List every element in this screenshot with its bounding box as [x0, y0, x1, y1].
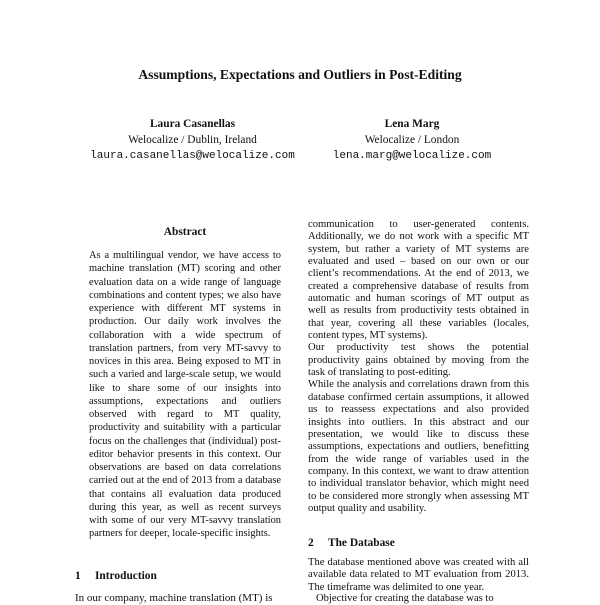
paragraph: communication to user-generated contents. Additionally, we do not work with a specific MT system, but rather a variety of MT systems are evaluated and used – based on our own or our client’s recommendations. At the end of 2013, we created a comprehensive database of results from automatic and human scorings of MT output as well as results from productivity tests obtained in that year, covering all these variables (locales, content types, MT systems).	[308, 219, 529, 342]
section-number: 1	[75, 570, 81, 582]
abstract-text: As a multilingual vendor, we have access to machine translation (MT) scoring and other evaluation data on a wide range of language combinations and content types; we also have experience with different MT systems in production. Our daily work involves the collaboration with a wide spectrum of translation partners, from very MT-savvy to novices in this area. Being exposed to MT in such a varied and large-scale setup, we would like to share some of our insights into assumptions, expectations and outliers observed with regard to MT quality, productivity and suitability with a particular focus on the challenges that (individual) post-editor behavior presents in this context. Our observations are based on data correlations carried out at the end of 2013 from a database that contains all evaluation data produced during this year, as well as recent surveys with some of our very MT-savvy translation partners for deeper, locale-specific insights.	[89, 250, 281, 540]
section-title: Introduction	[95, 570, 157, 582]
paragraph: Our productivity test shows the potential productivity gains obtained by moving from the task of translating to post-editing.	[308, 342, 529, 379]
right-column	[308, 219, 529, 515]
database-next-line: Objective for creating the database was to	[316, 593, 494, 604]
introduction-first-line: In our company, machine translation (MT) is	[75, 592, 273, 604]
author-affiliation: Welocalize / London	[364, 133, 460, 146]
paper-title: Assumptions, Expectations and Outliers in Post-Editing	[138, 67, 462, 82]
abstract-heading: Abstract	[163, 226, 207, 238]
paragraph: While the analysis and correlations drawn from this database confirmed certain assumptions, it allowed us to reassess expectations and also provided insights into outliers. In this abstract and our presentation, we would like to discuss these assumptions, expectations and outliers, benefitting from the wide range of variables used in the company. In this context, we want to draw attention to individual translator behavior, which might need to be considered more strongly when assessing MT output quality and usability.	[308, 379, 529, 514]
author-name: Laura Casanellas	[149, 118, 236, 130]
author-email: lena.marg@welocalize.com	[332, 149, 492, 162]
section-heading-database	[308, 537, 395, 549]
section-number: 2	[308, 537, 314, 549]
author-block-2	[312, 117, 512, 164]
section-heading-introduction	[75, 570, 157, 582]
section-title: The Database	[328, 537, 395, 549]
author-block-1	[55, 117, 330, 164]
author-name: Lena Marg	[384, 118, 440, 130]
database-paragraph: The database mentioned above was created with all available data related to MT evaluation from 2013. The timeframe was delimited to one year.	[308, 557, 529, 593]
author-affiliation: Welocalize / Dublin, Ireland	[128, 133, 257, 146]
author-email: laura.casanellas@welocalize.com	[90, 149, 295, 162]
